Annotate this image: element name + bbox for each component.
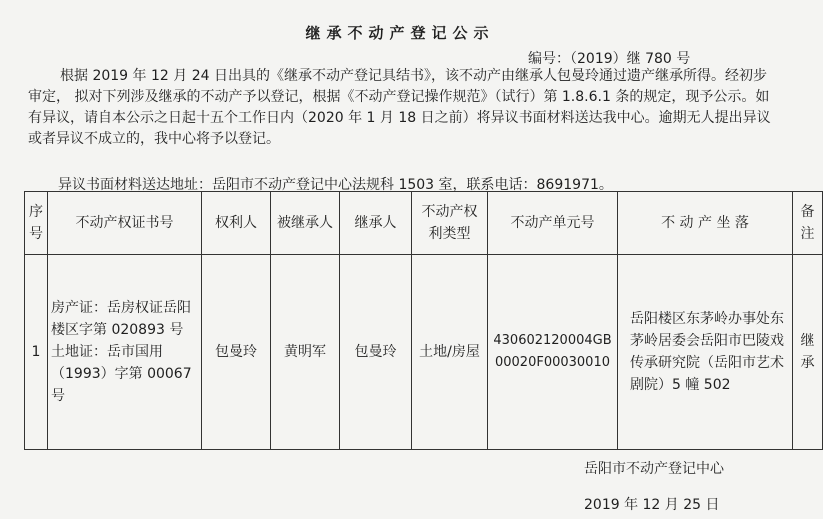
table-row (25, 255, 823, 450)
notice-body-paragraph: 根据 2019 年 12 月 24 日出具的《继承不动产登记具结书》，该不动产由继承人包曼玲通过遗产继承所得。经初步审定， 拟对下列涉及继承的不动产予以登记，根据《不动产登记操作规范》（试行）第 1.8.6.1 条的规定，现予公示。如有异议，请自本公示之日起十五个工作日内（2020 年 1 月 18 日之前）将异议书面材料送达我中心。逾期无人提出异议或者异议不成立的，我中心将予以登记。 (28, 68, 771, 147)
header-remark: 备注 (793, 192, 823, 255)
cell-heir: 包曼玲 (340, 255, 412, 450)
registration-table (24, 191, 823, 450)
cell-right-holder: 包曼玲 (202, 255, 271, 450)
cell-seq: 1 (25, 255, 48, 450)
header-seq: 序号 (25, 192, 48, 255)
cell-remark: 继承 (793, 255, 823, 450)
issuing-agency: 岳阳市不动产登记中心 (584, 461, 724, 477)
cell-cert-number (48, 255, 202, 450)
header-location: 不 动 产 坐 落 (618, 192, 793, 255)
cell-decedent: 黄明军 (271, 255, 340, 450)
issue-date: 2019 年 12 月 25 日 (584, 497, 720, 513)
header-right-holder: 权利人 (202, 192, 271, 255)
header-decedent: 被继承人 (271, 192, 340, 255)
table-header-row (25, 192, 823, 255)
header-heir: 继承人 (340, 192, 412, 255)
document-number: 编号：（2019）继 780 号 (528, 51, 691, 67)
cert-house: 房产证：岳房权证岳阳楼区字第 020893 号 (51, 300, 191, 338)
cert-land: 土地证：岳市国用（1993）字第 00067 号 (51, 344, 192, 404)
cell-right-type: 土地/房屋 (412, 255, 488, 450)
cell-location: 岳阳楼区东茅岭办事处东茅岭居委会岳阳市巴陵戏传承研究院（岳阳市艺术剧院）5 幢 502 (618, 255, 793, 450)
header-cert-number: 不动产权证书号 (48, 192, 202, 255)
cell-unit-number: 430602120004GB00020F00030010 (488, 255, 618, 450)
header-right-type: 不动产权利类型 (412, 192, 488, 255)
header-unit-number: 不动产单元号 (488, 192, 618, 255)
objection-address-line: 异议书面材料送达地址：岳阳市不动产登记中心法规科 1503 室，联系电话：8691971。 (58, 177, 613, 193)
notice-title: 继承不动产登记公示 (305, 24, 495, 42)
